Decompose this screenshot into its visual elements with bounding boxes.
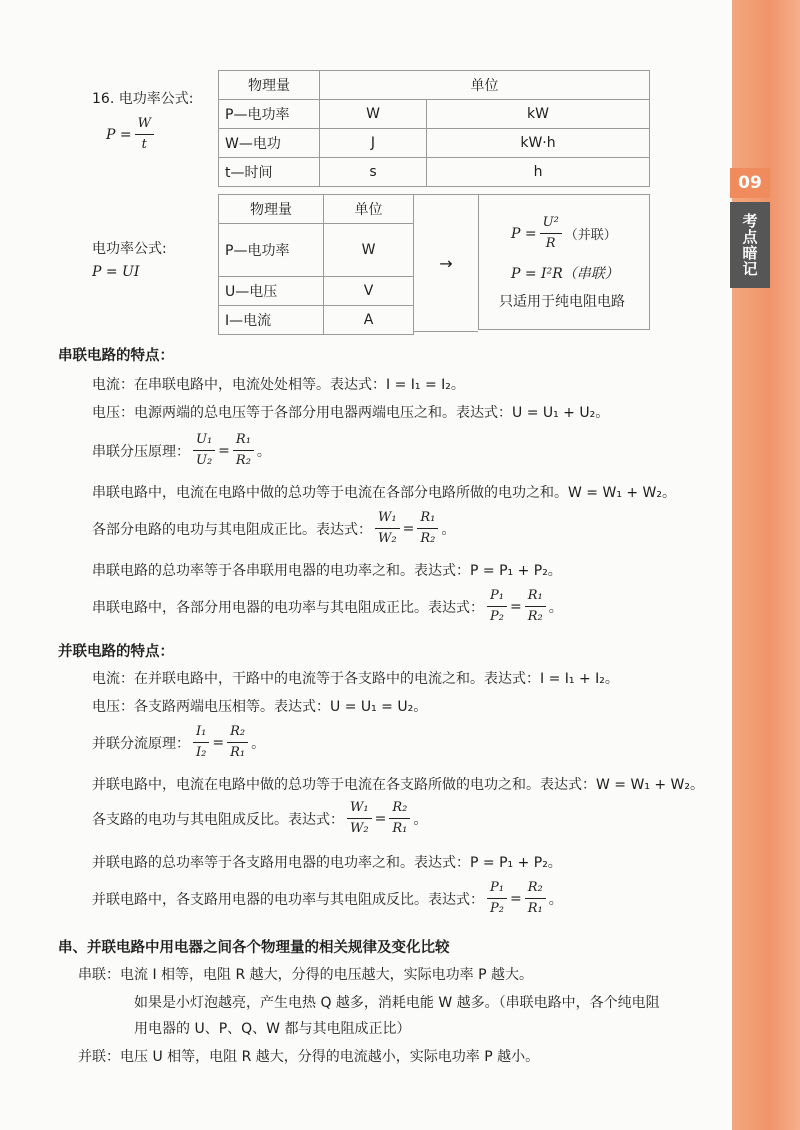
denominator: R₁ (392, 821, 408, 836)
rules-series-detail-1: 如果是小灯泡越亮，产生电热 Q 越多，消耗电能 W 越多。（串联电路中，各个纯电阻 (134, 995, 660, 1011)
cell: P—电功率 (219, 224, 324, 277)
label: 并联分流原理： (92, 735, 190, 752)
series-heading: 串联电路的特点： (58, 348, 174, 364)
numerator: U₁ (193, 432, 215, 451)
denominator: R₂ (235, 453, 251, 468)
formula1-denominator: t (141, 137, 147, 152)
denominator: W₂ (350, 821, 369, 836)
parallel-work-ratio: 各支路的电功与其电阻成反比。表达式： $\frac{\text{W₁}}{\text{W₂}}$ = $\frac{\text{R₂}}{\text{R₁}}$ 。 (92, 800, 428, 836)
denominator: R₁ (527, 901, 543, 916)
table-row (219, 158, 650, 187)
parallel-power-ratio: 并联电路中，各支路用电器的电功率与其电阻成反比。表达式： $\frac{\text{P₁}}{\text{P₂}}$ = $\frac{\text{R₂}}{\text{R₁}}$ 。 (92, 880, 563, 916)
cell: P—电功率 (219, 100, 320, 129)
cell: kW·h (427, 129, 650, 158)
cell: t—时间 (219, 158, 320, 187)
formula2-parallel-formula (511, 215, 617, 252)
cell: J (320, 129, 427, 158)
numerator: R₂ (525, 880, 546, 899)
label: 并联电路中，各支路用电器的电功率与其电阻成反比。表达式： (92, 891, 484, 908)
cell: A (324, 306, 414, 335)
denominator: W₂ (378, 531, 397, 546)
numerator: R₁ (417, 510, 438, 529)
rules-heading: 串、并联电路中用电器之间各个物理量的相关规律及变化比较 (58, 940, 450, 956)
numerator: P₁ (487, 880, 507, 899)
parallel-work: 并联电路中，电流在电路中做的总功等于电流在各支路所做的电功之和。表达式：W = W₁ + W₂。 (92, 777, 705, 793)
box-fraction (540, 215, 562, 252)
numerator: I₁ (193, 724, 209, 743)
chapter-number-tab: 09 (730, 168, 770, 198)
box-denominator: R (545, 236, 556, 251)
formula2-arrow: → (414, 194, 478, 332)
denominator: P₂ (490, 901, 504, 916)
rules-parallel-line: 并联：电压 U 相等，电阻 R 越大，分得的电流越小，实际电功率 P 越小。 (78, 1049, 540, 1065)
fraction (525, 880, 546, 917)
table-row (219, 71, 650, 100)
fraction (487, 880, 507, 917)
formula1-eq-lhs: P = (106, 126, 132, 143)
box-parallel-note: （并联） (564, 228, 617, 243)
formula2-result-box (478, 194, 650, 330)
table-row (219, 224, 414, 277)
formula2-equation: P = UI (92, 264, 140, 280)
numerator: R₁ (525, 588, 546, 607)
parallel-current: 电流：在并联电路中，干路中的电流等于各支路中的电流之和。表达式：I = I₁ + I₂。 (92, 671, 619, 687)
formula2-unit-table (218, 194, 414, 335)
numerator: R₂ (227, 724, 248, 743)
series-work: 串联电路中，电流在电路中做的总功等于电流在各部分电路所做的电功之和。W = W₁ + W₂。 (92, 485, 677, 501)
fraction (193, 724, 209, 761)
rules-series-line: 串联：电流 I 相等，电阻 R 越大，分得的电压越大，实际电功率 P 越大。 (78, 967, 533, 983)
series-power: 串联电路的总功率等于各串联用电器的电功率之和。表达式：P = P₁ + P₂。 (92, 563, 562, 579)
header-quantity: 物理量 (219, 195, 324, 224)
formula1-title: 16. 电功率公式: (92, 91, 194, 107)
fraction (233, 432, 254, 469)
fraction (347, 800, 372, 837)
fraction (389, 800, 410, 837)
box-line1-lhs: P = (511, 225, 537, 242)
numerator: R₁ (233, 432, 254, 451)
table-row (219, 277, 414, 306)
label: 各部分电路的电功与其电阻成正比。表达式： (92, 521, 372, 538)
cell: W (320, 100, 427, 129)
parallel-heading: 并联电路的特点： (58, 644, 174, 660)
period: 。 (256, 443, 271, 460)
formula1-fraction (135, 116, 154, 153)
formula1-unit-table (218, 70, 650, 187)
formula2-series-formula: P = I²R（串联） (511, 266, 619, 282)
table-row (219, 195, 414, 224)
table-row (219, 100, 650, 129)
cell: W (324, 224, 414, 277)
denominator: R₂ (527, 609, 543, 624)
table-row (219, 306, 414, 335)
header-quantity: 物理量 (219, 71, 320, 100)
period: 。 (413, 811, 428, 828)
parallel-voltage: 电压：各支路两端电压相等。表达式：U = U₁ = U₂。 (92, 699, 428, 715)
denominator: I₂ (196, 745, 207, 760)
fraction (375, 510, 400, 547)
cell: W—电功 (219, 129, 320, 158)
denominator: R₁ (230, 745, 246, 760)
header-unit: 单位 (324, 195, 414, 224)
fraction (525, 588, 546, 625)
period: 。 (251, 735, 266, 752)
series-current: 电流：在串联电路中，电流处处相等。表达式：I = I₁ = I₂。 (92, 377, 465, 393)
header-unit: 单位 (320, 71, 650, 100)
series-power-ratio: 串联电路中，各部分用电器的电功率与其电阻成正比。表达式： $\frac{\text{P₁}}{\text{P₂}}$ = $\frac{\text{R₁}}{\text{R₂}}$ 。 (92, 588, 563, 624)
numerator: W₁ (375, 510, 400, 529)
fraction (227, 724, 248, 761)
fraction (487, 588, 507, 625)
formula1-numerator: W (135, 116, 154, 135)
label: 串联分压原理： (92, 443, 190, 460)
cell: s (320, 158, 427, 187)
cell: V (324, 277, 414, 306)
chapter-label-tab: 考点暗记 (730, 202, 770, 288)
cell: U—电压 (219, 277, 324, 306)
numerator: P₁ (487, 588, 507, 607)
denominator: R₂ (420, 531, 436, 546)
parallel-power: 并联电路的总功率等于各支路用电器的电功率之和。表达式：P = P₁ + P₂。 (92, 855, 562, 871)
box-numerator: U² (540, 215, 562, 234)
series-divider-rule: 串联分压原理： $\frac{\text{U₁}}{\text{U₂}}$ = $\frac{\text{R₁}}{\text{R₂}}$ 。 (92, 432, 271, 468)
period: 。 (548, 891, 563, 908)
fraction (193, 432, 215, 469)
rules-series-detail-2: 用电器的 U、P、Q、W 都与其电阻成正比） (134, 1021, 411, 1037)
fraction (417, 510, 438, 547)
numerator: R₂ (389, 800, 410, 819)
table-row (219, 129, 650, 158)
denominator: P₂ (490, 609, 504, 624)
cell: I—电流 (219, 306, 324, 335)
label: 各支路的电功与其电阻成反比。表达式： (92, 811, 344, 828)
numerator: W₁ (347, 800, 372, 819)
formula2-title: 电功率公式: (92, 241, 167, 257)
period: 。 (548, 599, 563, 616)
denominator: U₂ (196, 453, 213, 468)
formula2-note: 只适用于纯电阻电路 (499, 294, 625, 310)
label: 串联电路中，各部分用电器的电功率与其电阻成正比。表达式： (92, 599, 484, 616)
cell: h (427, 158, 650, 187)
parallel-divider-rule: 并联分流原理： $\frac{\text{I₁}}{\text{I₂}}$ = $\frac{\text{R₂}}{\text{R₁}}$ 。 (92, 724, 266, 760)
series-work-ratio: 各部分电路的电功与其电阻成正比。表达式： $\frac{\text{W₁}}{\text{W₂}}$ = $\frac{\text{R₁}}{\text{R₂}}$ 。 (92, 510, 456, 546)
series-voltage: 电压：电源两端的总电压等于各部分用电器两端电压之和。表达式：U = U₁ + U₂。 (92, 405, 610, 421)
period: 。 (441, 521, 456, 538)
cell: kW (427, 100, 650, 129)
formula1-equation (106, 116, 157, 153)
